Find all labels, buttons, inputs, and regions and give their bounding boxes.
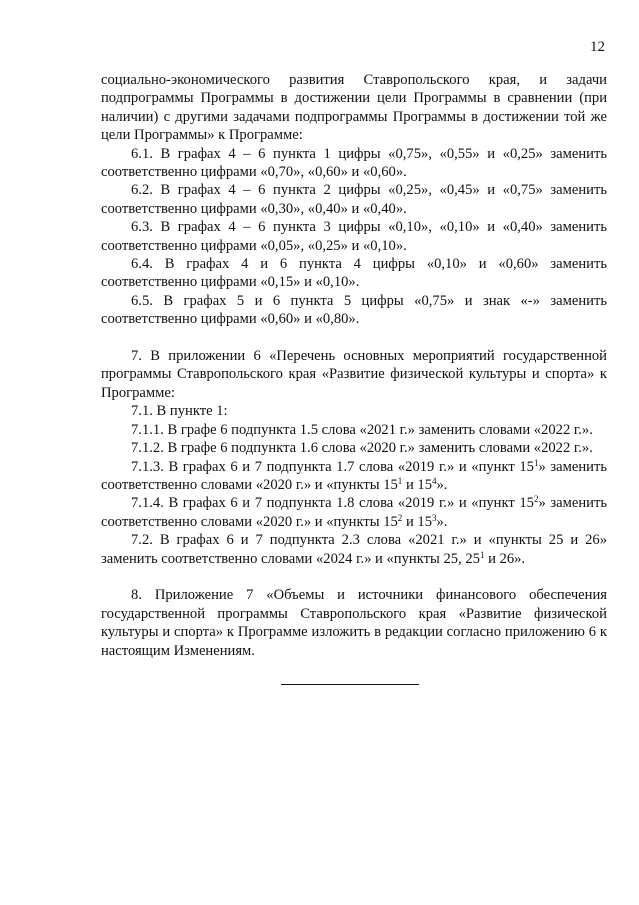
paragraph-7: 7. В приложении 6 «Перечень основных мероприятий государственной программы Ставропольского края «Развитие физической культуры и спорта» к Программе: xyxy=(101,348,607,401)
paragraph-7-1-4-part-1: 7.1.4. В графах 6 и 7 подпункта 1.8 слова «2019 г.» и «пункт 15 xyxy=(131,495,534,512)
superscript: 3 xyxy=(432,512,437,523)
superscript: 1 xyxy=(533,457,539,468)
document-body xyxy=(101,71,607,660)
paragraph-7-1-3-part-3: и 15 xyxy=(402,476,432,493)
paragraph-6-5: 6.5. В графах 5 и 6 пункта 5 цифры «0,75» и знак «-» заменить соответственно цифрами «0,60» и «0,80». xyxy=(101,292,607,328)
page-number: 12 xyxy=(590,39,605,55)
end-of-document-rule xyxy=(281,684,419,685)
superscript: 4 xyxy=(432,475,437,486)
paragraph-gap xyxy=(101,329,607,347)
paragraph-7-1: 7.1. В пункте 1: xyxy=(131,403,228,420)
paragraph-6-4: 6.4. В графах 4 и 6 пункта 4 цифры «0,10» и «0,60» заменить соответственно цифрами «0,15» и «0,10». xyxy=(101,256,607,291)
paragraph-6-2: 6.2. В графах 4 – 6 пункта 2 цифры «0,25», «0,45» и «0,75» заменить соответственно цифрами «0,30», «0,40» и «0,40». xyxy=(101,182,607,217)
paragraph-7-1-3-part-1: 7.1.3. В графах 6 и 7 подпункта 1.7 слова «2019 г.» и «пункт 15 xyxy=(131,458,534,475)
superscript: 2 xyxy=(397,512,403,523)
paragraph-gap xyxy=(101,568,607,586)
paragraph-7-1-1: 7.1.1. В графе 6 подпункта 1.5 слова «2021 г.» заменить словами «2022 г.». xyxy=(131,421,593,438)
paragraph-7-1-3-part-4: ». xyxy=(436,476,448,493)
superscript: 1 xyxy=(397,475,403,486)
paragraph-7-1-4-part-4: ». xyxy=(436,513,448,530)
paragraph-6-3: 6.3. В графах 4 – 6 пункта 3 цифры «0,10», «0,10» и «0,40» заменить соответственно цифрами «0,05», «0,25» и «0,10». xyxy=(101,219,607,254)
paragraph-7-2 xyxy=(101,531,607,568)
superscript: 2 xyxy=(533,494,539,505)
paragraph-6-1: 6.1. В графах 4 – 6 пункта 1 цифры «0,75», «0,55» и «0,25» заменить соответственно цифрами «0,70», «0,60» и «0,60». xyxy=(101,145,607,181)
paragraph-8: 8. Приложение 7 «Объемы и источники финансового обеспечения государственной программы Ставропольского края «Развитие физической культуры и спорта» к Программе изложить в редакции согласно приложению 6 к настоящим Изменениям. xyxy=(101,587,607,659)
paragraph-7-1-4-part-2: » заменить соответственно словами «2020 г.» и «пункты 15 xyxy=(101,495,607,530)
paragraph-7-1-4-part-3: и 15 xyxy=(402,513,432,530)
paragraph-7-2-part-2: и 26». xyxy=(484,550,526,567)
paragraph-7-1-3-part-2: » заменить соответственно словами «2020 г.» и «пункты 15 xyxy=(101,458,607,493)
paragraph-7-1-2: 7.1.2. В графе 6 подпункта 1.6 слова «2020 г.» заменить словами «2022 г.». xyxy=(131,440,593,457)
paragraph-7-1-3 xyxy=(101,458,607,495)
paragraph-7-2-part-1: 7.2. В графах 6 и 7 подпункта 2.3 слова «2021 г.» и «пункты 25 и 26» заменить соответственно словами «2024 г.» и «пункты 25, 25 xyxy=(101,532,607,567)
paragraph-7-1-4 xyxy=(101,494,607,531)
superscript: 1 xyxy=(479,549,485,560)
paragraph-intro-continuation: социально-экономического развития Ставропольского края, и задачи подпрограммы Программы в достижении цели Программы в сравнении (при наличии) с другими задачами подпрограммы Программы в достижении той же цели Программы» к Программе: xyxy=(101,72,607,144)
